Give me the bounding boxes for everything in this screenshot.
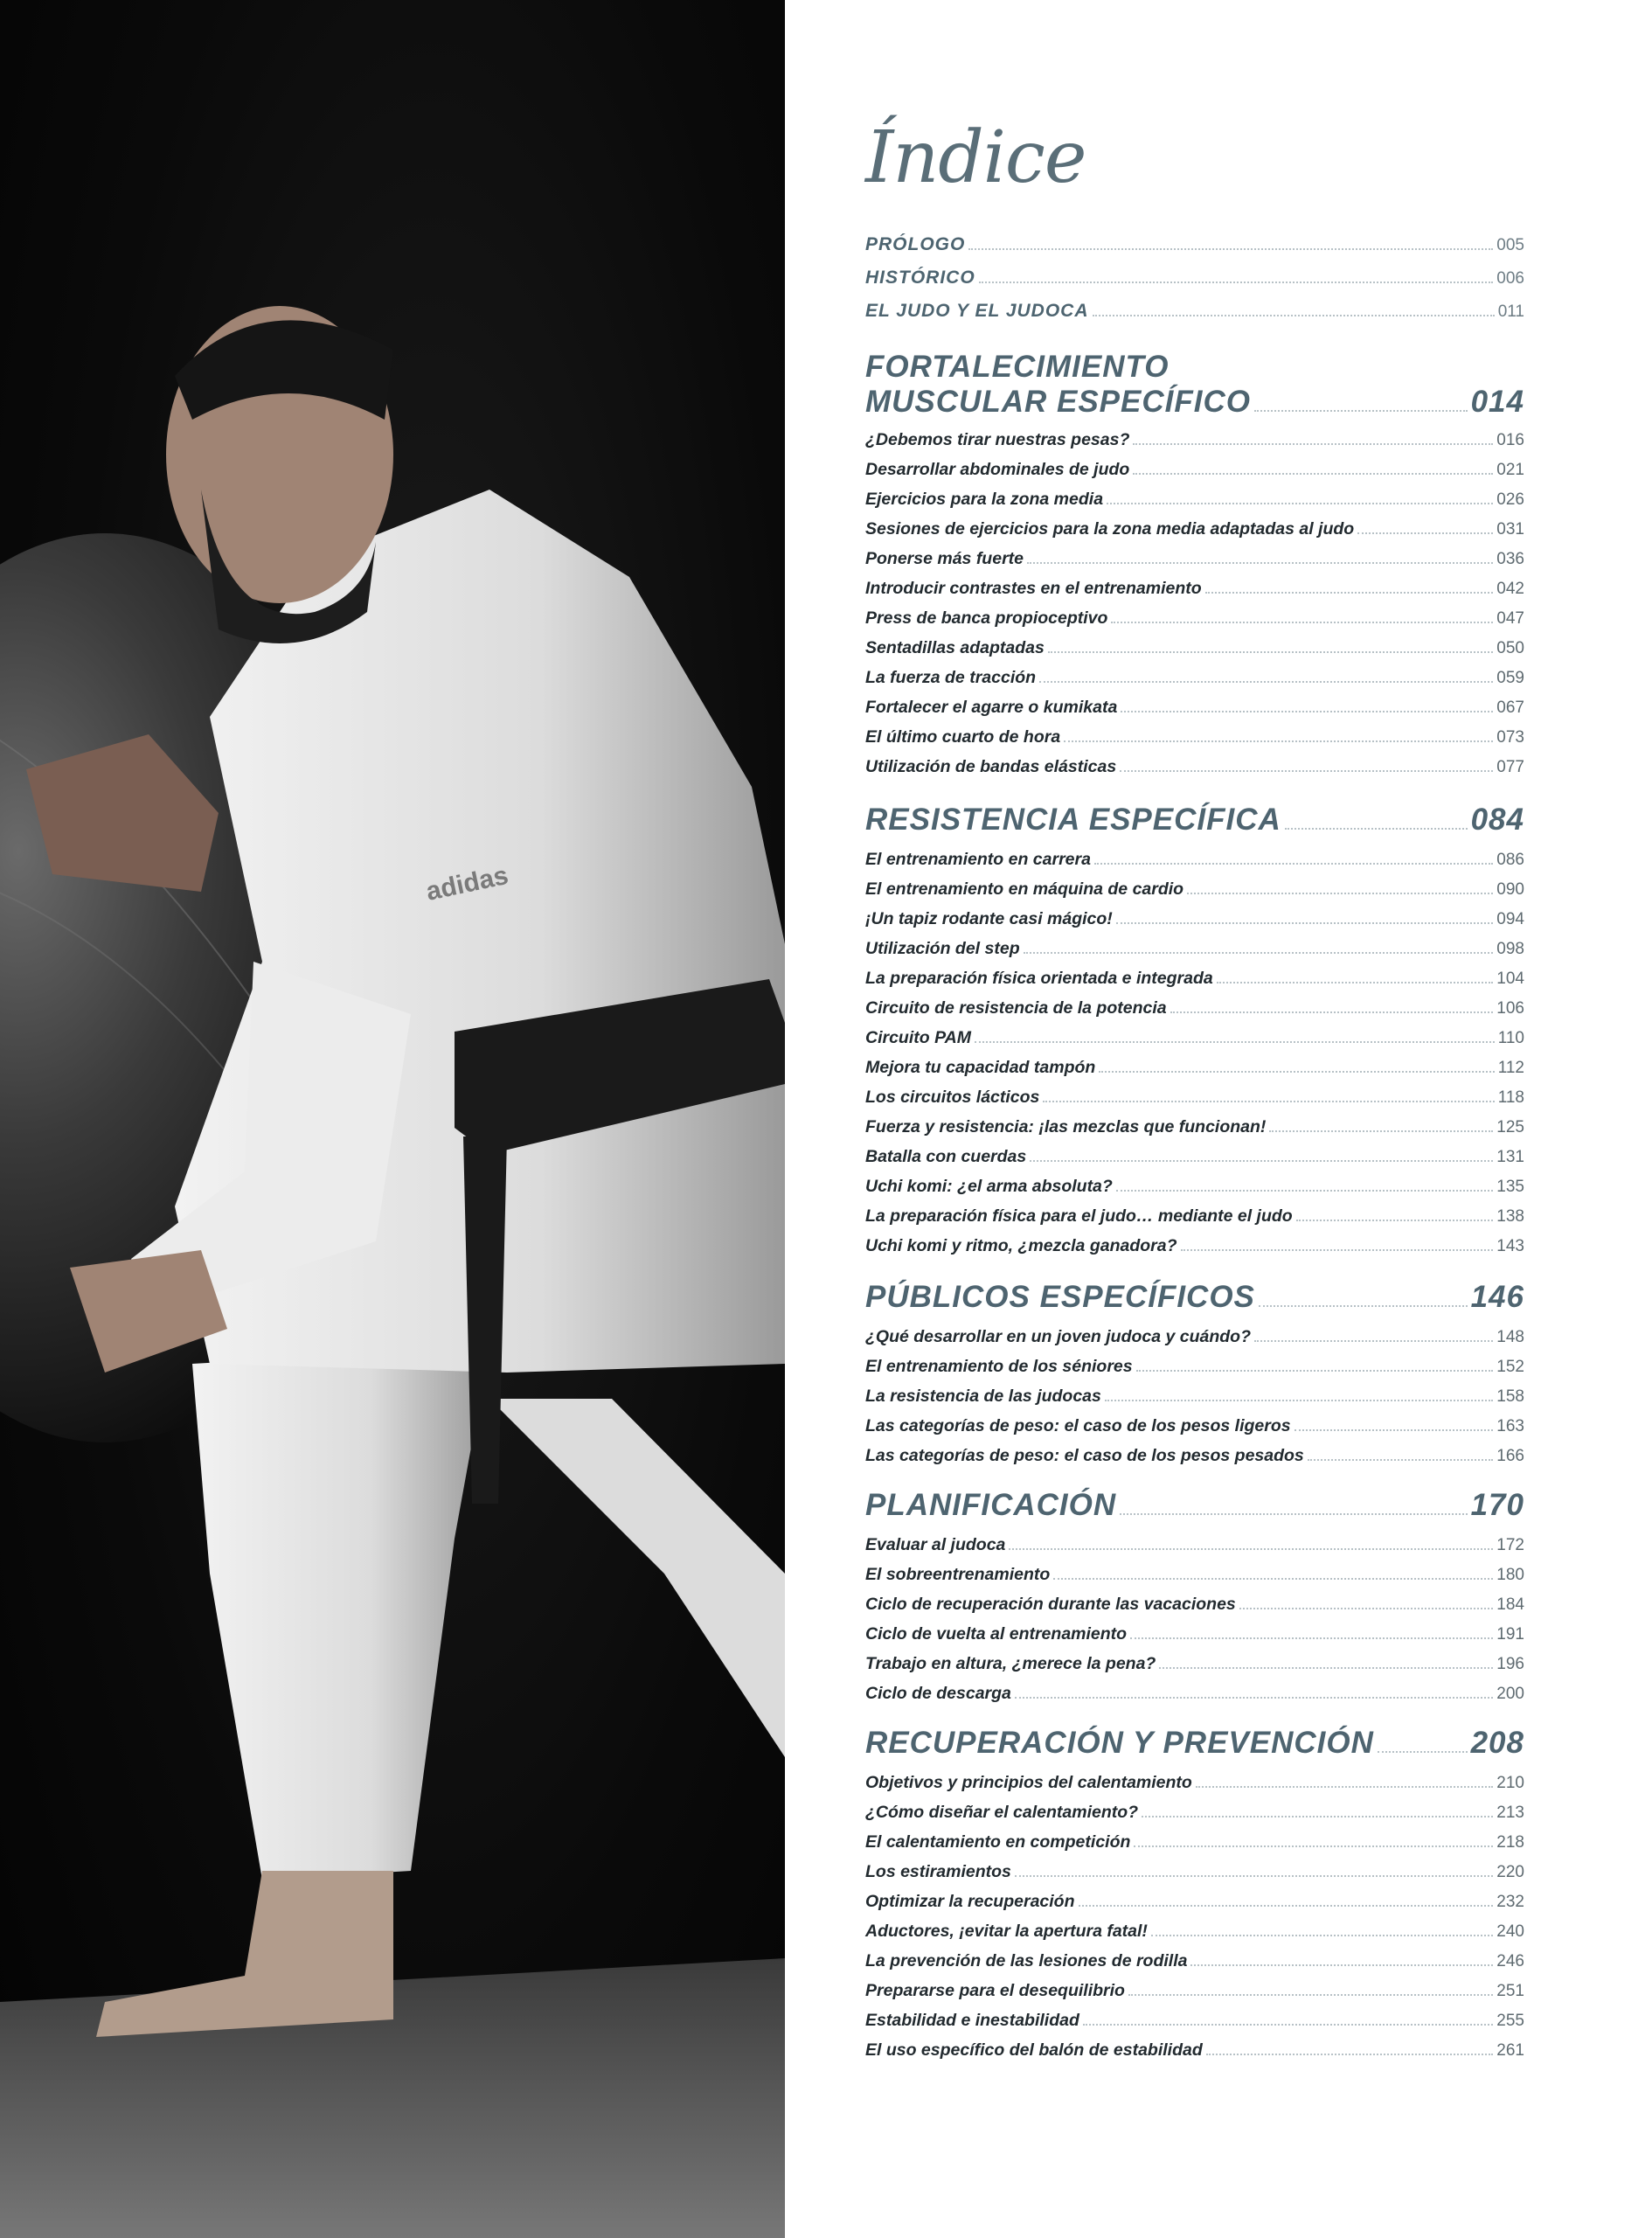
section-page: 146 bbox=[1470, 1280, 1524, 1314]
toc-item[interactable] bbox=[865, 1862, 1524, 1890]
toc-item-label: Ejercicios para la zona media bbox=[865, 490, 1104, 509]
toc-item-page: 077 bbox=[1496, 758, 1524, 776]
toc-item-page: 232 bbox=[1496, 1893, 1524, 1911]
leader-dots bbox=[1111, 622, 1493, 623]
leader-dots bbox=[1043, 1101, 1494, 1102]
leader-dots bbox=[1259, 1305, 1468, 1307]
toc-item-label: El entrenamiento en carrera bbox=[865, 850, 1091, 869]
toc-item-page: 110 bbox=[1497, 1029, 1524, 1047]
toc-item-page: 220 bbox=[1496, 1863, 1524, 1881]
toc-item-page: 180 bbox=[1496, 1566, 1524, 1584]
toc-item[interactable] bbox=[865, 1088, 1524, 1116]
toc-item-label: El último cuarto de hora bbox=[865, 727, 1061, 747]
leader-dots bbox=[1357, 532, 1493, 534]
leader-dots bbox=[1136, 1370, 1494, 1372]
leader-dots bbox=[1130, 1637, 1493, 1639]
leader-dots bbox=[1121, 711, 1493, 712]
toc-item-page: 148 bbox=[1496, 1328, 1524, 1346]
toc-entry-prologo[interactable] bbox=[865, 234, 1524, 264]
toc-item-page: 163 bbox=[1496, 1417, 1524, 1435]
toc-item[interactable] bbox=[865, 1654, 1524, 1682]
judoka-illustration bbox=[0, 0, 785, 2238]
toc-item-label: ¿Cómo diseñar el calentamiento? bbox=[865, 1803, 1139, 1822]
section-page: 208 bbox=[1470, 1726, 1524, 1760]
toc-item-label: Ciclo de vuelta al entrenamiento bbox=[865, 1624, 1128, 1644]
toc-item-page: 090 bbox=[1496, 880, 1524, 899]
leader-dots bbox=[1142, 1816, 1493, 1818]
toc-item-label: El sobreentrenamiento bbox=[865, 1565, 1051, 1584]
toc-item-page: 094 bbox=[1496, 910, 1524, 928]
toc-item-label: Mejora tu capacidad tampón bbox=[865, 1058, 1096, 1077]
toc-item-label: El entrenamiento de los séniores bbox=[865, 1357, 1133, 1376]
section-title: RECUPERACIÓN Y PREVENCIÓN bbox=[865, 1726, 1374, 1760]
leader-dots bbox=[1206, 2054, 1494, 2055]
foot bbox=[96, 1871, 393, 2037]
leader-dots bbox=[1009, 1548, 1493, 1550]
toc-item-label: Ponerse más fuerte bbox=[865, 549, 1024, 568]
leader-dots bbox=[1120, 770, 1493, 772]
leader-dots bbox=[1024, 952, 1494, 954]
leader-dots bbox=[1285, 828, 1468, 830]
section-title-line1: FORTALECIMIENTO bbox=[865, 350, 1170, 384]
toc-item-label: Fuerza y resistencia: ¡las mezclas que funcionan! bbox=[865, 1117, 1267, 1136]
toc-entry-page: 005 bbox=[1496, 236, 1524, 254]
leader-dots bbox=[1378, 1751, 1468, 1753]
leader-dots bbox=[1027, 562, 1493, 564]
leader-dots bbox=[1217, 982, 1494, 983]
toc-item-label: Los estiramientos bbox=[865, 1862, 1011, 1881]
toc-item-label: La fuerza de tracción bbox=[865, 668, 1037, 687]
toc-item[interactable] bbox=[865, 519, 1524, 547]
toc-entry-page: 006 bbox=[1496, 269, 1524, 288]
toc-item[interactable] bbox=[865, 460, 1524, 488]
toc-item[interactable] bbox=[865, 1922, 1524, 1950]
toc-item-page: 118 bbox=[1497, 1088, 1524, 1107]
toc-item-label: Sentadillas adaptadas bbox=[865, 638, 1045, 657]
leader-dots bbox=[1099, 1071, 1494, 1073]
toc-item[interactable] bbox=[865, 1624, 1524, 1652]
section-title: PÚBLICOS ESPECÍFICOS bbox=[865, 1280, 1255, 1314]
leader-dots bbox=[1128, 1994, 1493, 1996]
leader-dots bbox=[1039, 681, 1493, 683]
toc-item-page: 106 bbox=[1496, 999, 1524, 1018]
toc-item[interactable] bbox=[865, 1981, 1524, 2009]
toc-item[interactable] bbox=[865, 1416, 1524, 1444]
toc-item[interactable] bbox=[865, 1357, 1524, 1385]
leader-dots bbox=[1015, 1697, 1493, 1699]
toc-item-page: 196 bbox=[1496, 1655, 1524, 1673]
toc-item-label: Ciclo de descarga bbox=[865, 1684, 1011, 1703]
leader-dots bbox=[1187, 893, 1493, 894]
toc-item[interactable] bbox=[865, 1773, 1524, 1801]
toc-item[interactable] bbox=[865, 608, 1524, 636]
leader-dots bbox=[1254, 1340, 1493, 1342]
toc-item[interactable] bbox=[865, 490, 1524, 518]
toc-item[interactable] bbox=[865, 1535, 1524, 1563]
section-title: RESISTENCIA ESPECÍFICA bbox=[865, 803, 1281, 837]
toc-item-page: 213 bbox=[1496, 1804, 1524, 1822]
toc-item-label: Sesiones de ejercicios para la zona media adaptadas al judo bbox=[865, 519, 1355, 539]
toc-item[interactable] bbox=[865, 1832, 1524, 1860]
toc-item[interactable] bbox=[865, 1446, 1524, 1474]
toc-item[interactable] bbox=[865, 1684, 1524, 1712]
leader-dots bbox=[1181, 1249, 1494, 1251]
toc-item-label: La preparación física orientada e integrada bbox=[865, 969, 1213, 988]
toc-entry-label: PRÓLOGO bbox=[865, 234, 966, 254]
leader-dots bbox=[1116, 1190, 1493, 1192]
toc-item-page: 021 bbox=[1496, 461, 1524, 479]
leader-dots bbox=[1083, 2024, 1493, 2026]
toc-item-label: Estabilidad e inestabilidad bbox=[865, 2011, 1079, 2030]
leader-dots bbox=[1205, 592, 1494, 594]
toc-item-label: La preparación física para el judo… mediante el judo bbox=[865, 1206, 1293, 1226]
section-heading[interactable] bbox=[865, 803, 1524, 841]
toc-item-label: Uchi komi: ¿el arma absoluta? bbox=[865, 1177, 1113, 1196]
toc-item-page: 138 bbox=[1496, 1207, 1524, 1226]
section-page: 084 bbox=[1470, 803, 1524, 837]
toc-item-label: Press de banca propioceptivo bbox=[865, 608, 1108, 628]
leader-dots bbox=[1079, 1905, 1494, 1907]
leader-dots bbox=[1107, 503, 1493, 504]
toc-item-page: 026 bbox=[1496, 490, 1524, 509]
toc-item[interactable] bbox=[865, 638, 1524, 666]
toc-item-label: Circuito PAM bbox=[865, 1028, 971, 1047]
page-title: Índice bbox=[865, 116, 1086, 199]
toc-item-page: 191 bbox=[1496, 1625, 1524, 1644]
toc-item-label: Utilización de bandas elásticas bbox=[865, 757, 1117, 776]
toc-item[interactable] bbox=[865, 698, 1524, 726]
toc-entry-judo-judoca[interactable] bbox=[865, 301, 1524, 330]
leader-dots bbox=[1295, 1429, 1494, 1431]
section-heading[interactable] bbox=[865, 1280, 1524, 1318]
section-heading[interactable] bbox=[865, 1726, 1524, 1764]
toc-item-page: 042 bbox=[1496, 580, 1524, 598]
toc-entry-page: 011 bbox=[1497, 302, 1524, 321]
leader-dots bbox=[1105, 1400, 1493, 1401]
toc-item-page: 016 bbox=[1496, 431, 1524, 449]
toc-item-label: Desarrollar abdominales de judo bbox=[865, 460, 1130, 479]
toc-item-page: 255 bbox=[1496, 2012, 1524, 2030]
toc-item-label: Ciclo de recuperación durante las vacaciones bbox=[865, 1595, 1236, 1614]
toc-item-page: 210 bbox=[1496, 1774, 1524, 1792]
leader-dots bbox=[1048, 651, 1493, 653]
leader-dots bbox=[1093, 315, 1495, 316]
toc-item-label: Introducir contrastes en el entrenamiento bbox=[865, 579, 1202, 598]
toc-item[interactable] bbox=[865, 969, 1524, 997]
section-page: 014 bbox=[1470, 385, 1524, 419]
toc-item-label: Trabajo en altura, ¿merece la pena? bbox=[865, 1654, 1156, 1673]
toc-item[interactable] bbox=[865, 757, 1524, 785]
leader-dots bbox=[1239, 1608, 1494, 1609]
toc-item-page: 067 bbox=[1496, 699, 1524, 717]
toc-item-label: Evaluar al judoca bbox=[865, 1535, 1006, 1554]
toc-item-label: Las categorías de peso: el caso de los pesos pesados bbox=[865, 1446, 1304, 1465]
toc-item-page: 104 bbox=[1496, 970, 1524, 988]
toc-item-page: 184 bbox=[1496, 1595, 1524, 1614]
leader-dots bbox=[1254, 410, 1468, 412]
leader-dots bbox=[1053, 1578, 1493, 1580]
toc-item[interactable] bbox=[865, 850, 1524, 878]
leader-dots bbox=[979, 281, 1494, 283]
toc-item[interactable] bbox=[865, 1236, 1524, 1264]
toc-item-label: Optimizar la recuperación bbox=[865, 1892, 1075, 1911]
leader-dots bbox=[1134, 1845, 1493, 1847]
cover-photo bbox=[0, 0, 785, 2238]
toc-item-label: El calentamiento en competición bbox=[865, 1832, 1131, 1852]
toc-item-label: La prevención de las lesiones de rodilla bbox=[865, 1951, 1188, 1970]
toc-item-page: 112 bbox=[1497, 1059, 1524, 1077]
toc-item[interactable] bbox=[865, 1951, 1524, 1979]
toc-item-page: 125 bbox=[1496, 1118, 1524, 1136]
toc-item-page: 073 bbox=[1496, 728, 1524, 747]
leader-dots bbox=[1269, 1130, 1493, 1132]
toc-entry-label: EL JUDO Y EL JUDOCA bbox=[865, 301, 1089, 321]
toc-item[interactable] bbox=[865, 1117, 1524, 1145]
section-heading[interactable] bbox=[865, 385, 1524, 423]
leader-dots bbox=[1133, 473, 1493, 475]
toc-item[interactable] bbox=[865, 1387, 1524, 1414]
leader-dots bbox=[1151, 1935, 1493, 1936]
leader-dots bbox=[1116, 922, 1493, 924]
toc-item-page: 246 bbox=[1496, 1952, 1524, 1970]
toc-item-label: La resistencia de las judocas bbox=[865, 1387, 1101, 1406]
toc-item-page: 218 bbox=[1496, 1833, 1524, 1852]
toc-item-page: 166 bbox=[1496, 1447, 1524, 1465]
toc-item[interactable] bbox=[865, 1595, 1524, 1623]
leader-dots bbox=[1094, 863, 1493, 865]
toc-item-label: ¿Qué desarrollar en un joven judoca y cuándo? bbox=[865, 1327, 1252, 1346]
leader-dots bbox=[1159, 1667, 1493, 1669]
toc-item-page: 158 bbox=[1496, 1387, 1524, 1406]
toc-item-page: 172 bbox=[1496, 1536, 1524, 1554]
toc-item[interactable] bbox=[865, 1058, 1524, 1086]
section-title: PLANIFICACIÓN bbox=[865, 1488, 1117, 1522]
toc-item-label: El entrenamiento en máquina de cardio bbox=[865, 879, 1184, 899]
toc-item[interactable] bbox=[865, 909, 1524, 937]
toc-item-page: 143 bbox=[1496, 1237, 1524, 1255]
leader-dots bbox=[975, 1041, 1495, 1043]
toc-item[interactable] bbox=[865, 2011, 1524, 2039]
toc-item-page: 031 bbox=[1496, 520, 1524, 539]
leader-dots bbox=[1308, 1459, 1494, 1461]
toc-item[interactable] bbox=[865, 727, 1524, 755]
toc-item-page: 131 bbox=[1496, 1148, 1524, 1166]
toc-item-label: Circuito de resistencia de la potencia bbox=[865, 998, 1167, 1018]
toc-item[interactable] bbox=[865, 1028, 1524, 1056]
toc-item[interactable] bbox=[865, 1177, 1524, 1205]
toc-item-label: Utilización del step bbox=[865, 939, 1020, 958]
toc-item[interactable] bbox=[865, 1892, 1524, 1920]
toc-item-label: El uso específico del balón de estabilidad bbox=[865, 2040, 1203, 2060]
toc-item[interactable] bbox=[865, 1565, 1524, 1593]
toc-item-page: 036 bbox=[1496, 550, 1524, 568]
toc-item-page: 261 bbox=[1496, 2041, 1524, 2060]
toc-item-label: ¿Debemos tirar nuestras pesas? bbox=[865, 430, 1130, 449]
toc-item-page: 200 bbox=[1496, 1685, 1524, 1703]
toc-entry-historico[interactable] bbox=[865, 268, 1524, 297]
toc-item-label: Los circuitos lácticos bbox=[865, 1088, 1040, 1107]
toc-item-page: 098 bbox=[1496, 940, 1524, 958]
toc-item[interactable] bbox=[865, 1327, 1524, 1355]
toc-item-page: 086 bbox=[1496, 851, 1524, 869]
toc-entry-label: HISTÓRICO bbox=[865, 268, 975, 288]
front-leg bbox=[192, 1346, 489, 1880]
toc-item-page: 059 bbox=[1496, 669, 1524, 687]
toc-item-page: 135 bbox=[1496, 1178, 1524, 1196]
back-leg bbox=[489, 1399, 785, 1757]
leader-dots bbox=[1015, 1875, 1493, 1877]
toc-item-label: Fortalecer el agarre o kumikata bbox=[865, 698, 1118, 717]
toc-item-label: Prepararse para el desequilibrio bbox=[865, 1981, 1125, 2000]
leader-dots bbox=[1196, 1786, 1493, 1788]
toc-item-label: Las categorías de peso: el caso de los pesos ligeros bbox=[865, 1416, 1291, 1435]
leader-dots bbox=[1064, 740, 1493, 742]
leader-dots bbox=[1133, 443, 1493, 445]
toc-item-label: Objetivos y principios del calentamiento bbox=[865, 1773, 1192, 1792]
section-title: MUSCULAR ESPECÍFICO bbox=[865, 385, 1251, 419]
leader-dots bbox=[1120, 1513, 1467, 1515]
toc-item[interactable] bbox=[865, 1803, 1524, 1831]
toc-item[interactable] bbox=[865, 430, 1524, 458]
toc-item-page: 050 bbox=[1496, 639, 1524, 657]
toc-item[interactable] bbox=[865, 1147, 1524, 1175]
toc-item-label: Uchi komi y ritmo, ¿mezcla ganadora? bbox=[865, 1236, 1177, 1255]
toc-item[interactable] bbox=[865, 579, 1524, 607]
leader-dots bbox=[968, 248, 1493, 250]
section-heading[interactable] bbox=[865, 1488, 1524, 1526]
toc-item[interactable] bbox=[865, 939, 1524, 967]
toc-item-label: Aductores, ¡evitar la apertura fatal! bbox=[865, 1922, 1148, 1941]
toc-item[interactable] bbox=[865, 549, 1524, 577]
section-page: 170 bbox=[1470, 1488, 1524, 1522]
toc-item-page: 152 bbox=[1496, 1358, 1524, 1376]
toc-item[interactable] bbox=[865, 998, 1524, 1026]
toc-item[interactable] bbox=[865, 668, 1524, 696]
toc-item-page: 251 bbox=[1496, 1982, 1524, 2000]
leader-dots bbox=[1030, 1160, 1493, 1162]
toc-item-page: 240 bbox=[1496, 1922, 1524, 1941]
toc-item-page: 047 bbox=[1496, 609, 1524, 628]
toc-item-label: ¡Un tapiz rodante casi mágico! bbox=[865, 909, 1113, 928]
toc-item[interactable] bbox=[865, 1206, 1524, 1234]
leader-dots bbox=[1296, 1220, 1494, 1221]
toc-item[interactable] bbox=[865, 2040, 1524, 2068]
leader-dots bbox=[1170, 1011, 1494, 1013]
gi-logo: adidas bbox=[423, 860, 511, 907]
leader-dots bbox=[1190, 1964, 1493, 1966]
toc-item[interactable] bbox=[865, 879, 1524, 907]
toc-item-label: Batalla con cuerdas bbox=[865, 1147, 1027, 1166]
